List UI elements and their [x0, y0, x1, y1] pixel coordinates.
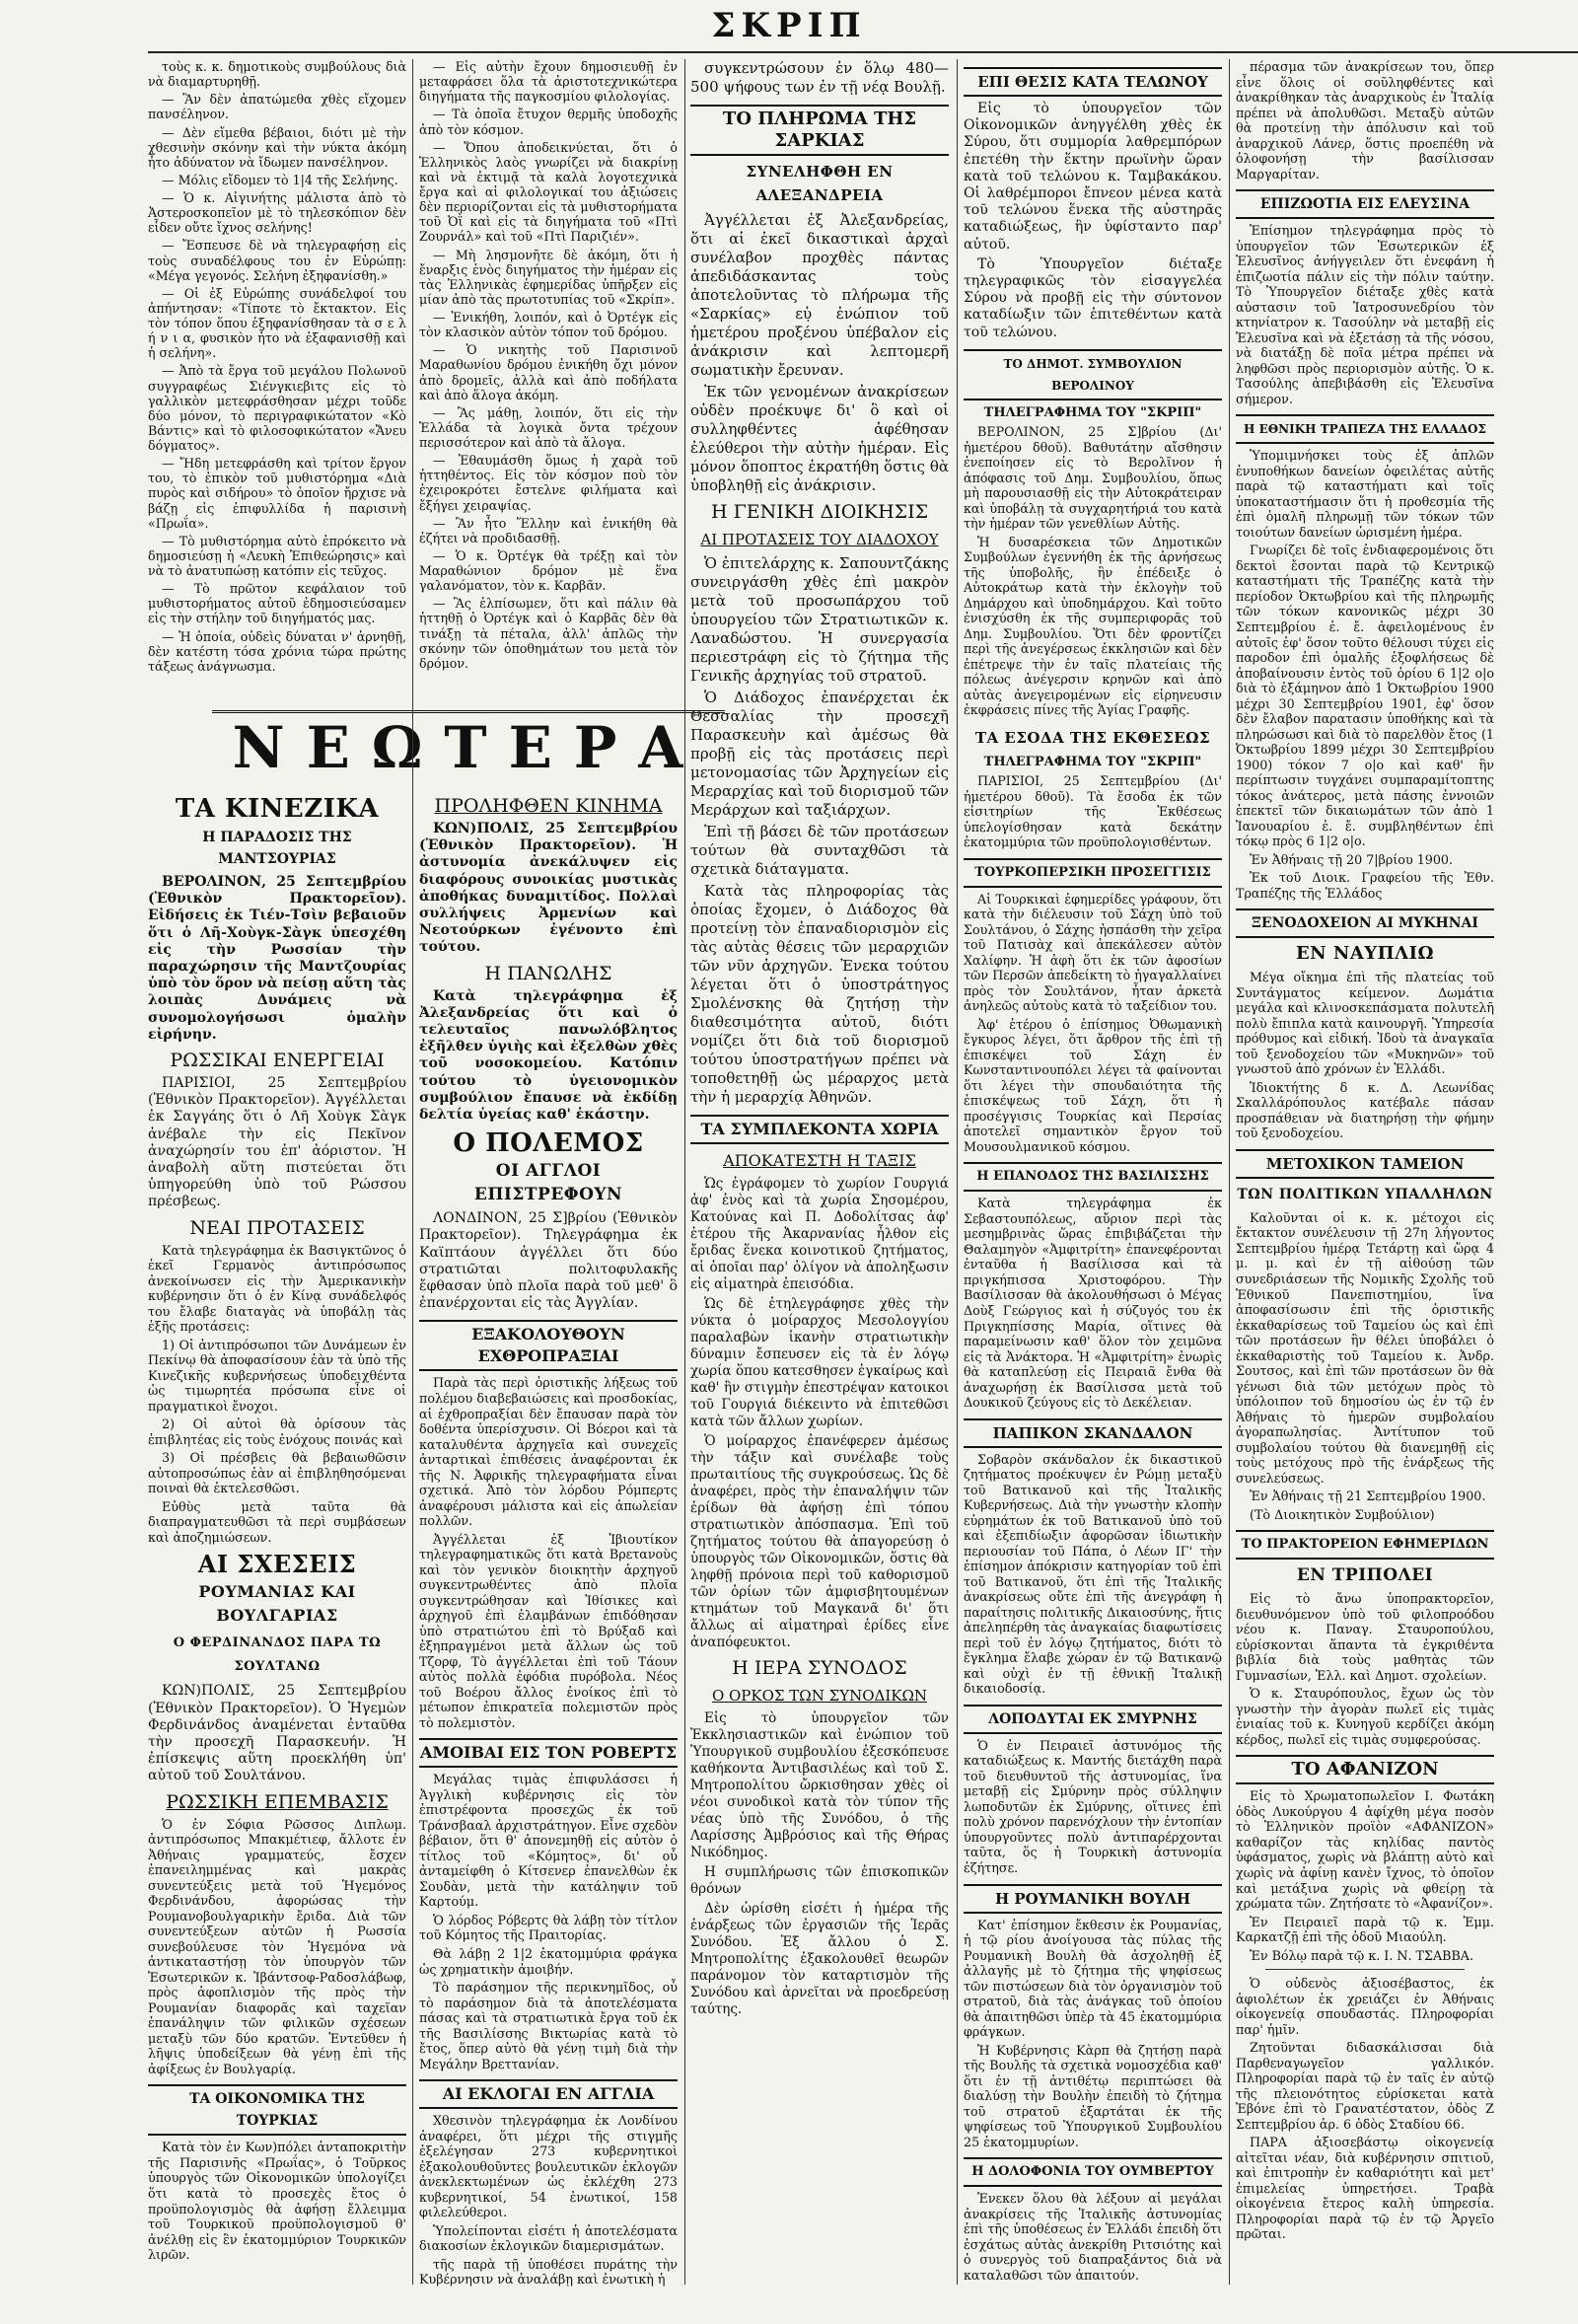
- heading-metochikon: ΜΕΤΟΧΙΚΟΝ ΤΑΜΕΙΟΝ: [1236, 1149, 1494, 1179]
- paragraph: — Δὲν εἴμεθα βέβαιοι, διότι μὲ τὴν χθεσινὴν σκόνην καὶ τὴν νύκτα ἀκόμη ἦτο ἀδύνατον νὰ ἴδωμεν πανσέληνον.: [148, 124, 406, 170]
- heading-prolifthen: ΠΡΟΛΗΦΘΕΝ ΚΙΝΗΜΑ: [434, 795, 663, 817]
- heading-oikonomika: ΤΑ ΟΙΚΟΝΟΜΙΚΑ ΤΗΣ ΤΟΥΡΚΙΑΣ: [148, 2084, 406, 2136]
- pliroma-paras: [690, 211, 949, 495]
- paragraph: Γνωρίζει δὲ τοῖς ἐνδιαφερομένοις ὅτι δεκτοὶ ἔσονται παρὰ τῷ Κεντρικῷ καταστήματι τῆς Τραπέζης κατὰ τὴν περίοδον Ὀκτωβρίου καὶ τῆς πληρωμῆς τῶν τόκων κανονικῶς μέχρι 30 Σεπτεμβρίου ἐ. ἔ. ἀφειλομένους ἐν αὐτοῖς ἐφ' ὅσον τοῦτο θέλουσι τύχει εἰς παροδον ἐπὶ ὁμαλῆς ἐξοφλήσεως δὲ ἀποβαίνουσιν ἐντὸς τοῦ ὁρίου 6 1|2 ο|ο διὰ τὸ ἑξάμηνον ἀπὸ 1 Ὀκτωβρίου 1900 μέχρι 30 Σεπτεμβρίου 1901, ἐφ' ὅσον δὲν ἔλαβον παρατασιν ὑποθήκης καὶ τὰ πληρώσωσι καὶ διὰ τὸ παρελθὸν ἔτος (1 Ὀκτωβρίου 1899 μέχρι 30 Σεπτεμβρίου 1900) τόκον 7 ο|ο καὶ καθ' ἣν περίπτωσιν τυγχάνει συμπαραμίτοπτης τόκος ἀνάτερος, μετὰ πάσης ἐννοιῶν ἐπεκτεῖ τῶν δικαιωμάτων τῶν ἀπὸ 1 Ἰανουαρίου ἐ. ἔ. συμβληθέντων ἐπὶ τόκῳ πρὸς 6 1|2 ο|ο.: [1236, 543, 1494, 849]
- paragraph: — Ἤδη μετεφράσθη καὶ τρίτον ἔργον του, τὸ ἐπικὸν τοῦ μυθιστόρημα «Διὰ πυρὸς καὶ σιδήρου» τὸ ὁποῖον ἤρχισε νὰ βάζῃ εἰς ἐπιφυλλίδα ἡ παρισινὴ «Πρωΐα».: [148, 456, 406, 531]
- echthropraxiai-paras: [419, 1375, 678, 1730]
- paragraph: Ὁ Διάδοχος ἐπανέρχεται ἐκ Θεσσαλίας τὴν προσεχῆ Παρασκευὴν καὶ ἀμέσως θὰ προβῇ εἰς τὰς προτάσεις περὶ μετονομασίας τῶν Ἀρχηγείων εἰς Μεραρχίας καὶ τοῦ διορισμοῦ τῶν Μεράρχων καὶ ταξιάρχων.: [690, 689, 949, 819]
- paragraph: — Τὰ ὁποῖα ἔτυχον θερμῆς ὑποδοχῆς ἀπὸ τὸν κόσμον.: [419, 107, 678, 137]
- paragraph: Ὁ οὐδενὸς ἀξιοσέβαστος, ἐκ ἀφιολέτων ἐκ χρειάζει ἐν Ἀθήναις οἰκογενείᾳ σπουδαστάς. Πληροφορίαι παρ' ἡμῖν.: [1236, 1976, 1494, 2037]
- paragraph: ΠΑΡΙΣΙΟΙ, 25 Σεπτεμβρίου (Ἐθνικὸν Πρακτορεῖον). Ἀγγέλλεται ἐκ Σαγγάης ὅτι ὁ Λῆ Χοὺγκ Σὰγκ ἀνέβαλε τὴν εἰς Πεκῖνον ἀναχώρησίν του ἐπ' ἀόριστον. Ἡ ἀναβολὴ αὕτη πιστεύεται ὅτι ὑπηγορεύθη ὑπὸ τοῦ Ρώσσου πρέσβεως.: [148, 1075, 406, 1210]
- paragraph: Ἐν Πειραιεῖ παρὰ τῷ κ. Ἐμμ. Καρκατζῇ ἐπὶ τῆς ὁδοῦ Μιαούλη.: [1236, 1914, 1494, 1945]
- paragraph: Εἰς τὸ Χρωματοπωλεῖον Ι. Φωτάκη ὁδὸς Λυκούργου 4 ἀφίχθη μέγα ποσὸν τὸ Ἑλληνικὸν προϊὸν «ΑΦΑΝΙΖΟΝ» καθαρίζον τὰς κηλίδας παντὸς ὑφάσματος, χωρὶς νὰ βλάπτῃ αὐτὸ καὶ χωρὶς νὰ ἀφίνῃ κανὲν ἴχνος, τὸ ὁποῖον καὶ μετάξινα χωρὶς νὰ φθείρῃ τὰ χρώματα τῶν. Ζητήσατε τὸ «Ἀφανίζον».: [1236, 1788, 1494, 1912]
- dolofonia-paras: [964, 2191, 1222, 2283]
- amoivai-paras: [419, 1772, 678, 2071]
- classifieds-paras: [1236, 1976, 1494, 2242]
- lopodytai-paras: [964, 1738, 1222, 1876]
- heading-tripolei: ΕΝ ΤΡΙΠΟΛΕΙ: [1296, 1565, 1434, 1586]
- paragraph: — Ἂν ἦτο Ἕλλην καὶ ἐνικήθη θὰ ἐζήτει νὰ προδιδασθῇ.: [419, 515, 678, 545]
- paragraph: ΛΟΝΔΙΝΟΝ, 25 Σ]βρίου (Ἐθνικὸν Πρακτορεῖον). Τηλεγράφημα ἐκ Καϊπτάουν ἀγγέλλει ὅτι δύο στρατιῶται πολιτοφυλακῆς ἔφθασαν ὑπὸ πλοῖα παρὰ τοῦ μεθ' ὃ ἐπανέρχονται εἰς τὰς Ἀγγλίαν.: [419, 1210, 678, 1312]
- paragraph: Κατὰ τὰς πληροφορίας τὰς ὁποίας ἔχομεν, ὁ Διάδοχος θὰ προτείνῃ τὸν ἐπαναδιορισμὸν εἰς τὰς αὐτὰς θέσεις τῶν μεραρχιῶν τῶν νῦν ἀρχηγῶν. Ἐνεκα τούτου λέγεται ὅτι ὁ ὑποστράτηγος Σμολένσκης θὰ ζητήσῃ τὴν διαθεσιμότητα αὐτοῦ, διότι νομίζει ὅτι διὰ τοῦ διορισμοῦ τούτου ὑποστρατήγων πρέπει νὰ τοποθετηθῇ ὡς μέραρχος μετὰ τὴν ἡ μεραρχίᾳ Ἀθηνῶν.: [690, 882, 949, 1106]
- heading-scheseis: ΑΙ ΣΧΕΣΕΙΣ: [197, 1550, 357, 1579]
- vouli-paras: [964, 1918, 1222, 2150]
- column-rule: [684, 59, 685, 2285]
- paragraph: — Ἐνικήθη, λοιπόν, καὶ ὁ Ὀρτέγκ εἰς τὸν κλασικὸν αὐτὸν τόπον τοῦ δρόμου.: [419, 310, 678, 340]
- rossikai-paras: [148, 1075, 406, 1211]
- paragraph: (Τὸ Διοικητικὸν Συμβούλιον): [1250, 1506, 1435, 1522]
- heading-neai-protaseis: ΝΕΑΙ ΠΡΟΤΑΣΕΙΣ: [189, 1216, 365, 1239]
- heading-geniki-dioikisis: Η ΓΕΝΙΚΗ ΔΙΟΙΚΗΣΙΣ: [710, 501, 929, 523]
- divider: [1265, 1969, 1465, 1970]
- papikon-paras: [964, 1452, 1222, 1697]
- paragraph: Μεγάλας τιμὰς ἐπιφυλάσσει ἡ Ἀγγλικὴ κυβέρνησις εἰς τὸν ἐπιστρέφοντα προσεχῶς ἐκ τοῦ Τράνσβααλ ἀρχιστράτηγον. Εἶνε σχεδὸν βέβαιον, ὅτι θ' ἀπονεμηθῇ εἰς αὐτὸν ὁ τίτλος τοῦ «Κόμητος», δι' οὗ ἀνταμείφθη ὁ Κίτσενερ ἐπανελθὼν ἐκ Σουδὰν, μετὰ τὴν κατάληψιν τοῦ Καρτούμ.: [419, 1772, 678, 1910]
- heading-angloi: ΟΙ ΑΓΓΛΟΙ ΕΠΙΣΤΡΕΦΟΥΝ: [473, 1161, 623, 1205]
- tilegrafima-label-2: ΤΗΛΕΓΡΑΦΗΜΑ ΤΟΥ "ΣΚΡΙΠ": [983, 754, 1202, 769]
- paragraph: — Ἂν δὲν ἀπατώμεθα χθὲς εἴχομεν πανσέληνον.: [148, 92, 406, 122]
- tilegrafima-label-1: ΤΗΛΕΓΡΑΦΗΜΑ ΤΟΥ "ΣΚΡΙΠ": [983, 404, 1202, 420]
- paragraph: Καλοῦνται οἱ κ. κ. μέτοχοι εἰς ἔκτακτον συνέλευσιν τῇ 27η λήγοντος Σεπτεμβρίου ἡμέρᾳ Τετάρτῃ καὶ ὥρᾳ 4 μ. μ. καὶ ἐν τῇ αἰθούσῃ τῶν συνεδριάσεων τῆς Νομικῆς Σχολῆς τοῦ Ἐθνικοῦ Πανεπιστημίου, ἵνα ἀποφασίσωσιν ἐπὶ τῆς ὁριστικῆς ἐκκαθαρίσεως τοῦ Ταμείου ὡς καὶ ἐπὶ τῶν προτάσεων ἣν θέλει ὑποβάλει ὁ ἐκκαθαριστὴς τοῦ Ταμείου κ. Ἀνδρ. Σουτσος, καὶ ἐπὶ τῶν προτάσεων ὃν θὰ γένωσι διὰ τῶν μετόχων πρὸς τὸ ὑπόλοιπον τοῦ δημοσίου ὡς ἐν τῷ ἐν Ἀθήναις τὸ ἡμερῶν συμβολαίου ἀγοραπωλησίας. Ἀντίτυπον τοῦ συμβολαίου τούτου θὰ διανεμηθῇ εἰς τοὺς μετόχους πρὸ τῆς ἐνάρξεως τῆς συνελεύσεως.: [1236, 1209, 1494, 1486]
- epanodos-paras: [964, 1196, 1222, 1410]
- paragraph: — Μὴ λησμονῆτε δὲ ἀκόμη, ὅτι ἡ ἔναρξις ἑνὸς διηγήματος τὴν ἡμέραν εἰς τὰς Ἑλληνικὰς ἐφημερίδας ὑπῆρξεν εἰς μίαν ἀπὸ τὰς πρωτοτυπίας τοῦ «Σκρίπ».: [419, 247, 678, 307]
- paragraph: Μέγα οἴκημα ἐπὶ τῆς πλατείας τοῦ Συντάγματος κείμενον. Δωμάτια μεγάλα καὶ κλινοσκεπάσματα πολυτελῆ πολὺ ἔπιπλα κατὰ καινουργῆ. Ὑπηρεσία πρόθυμος καὶ εἰδική. Ἰδοὺ τὰ ἀναγκαῖα τοῦ ξενοδοχείου τῶν «Μυκηνῶν» τοῦ γνωστοῦ ἀπὸ χρόνων ἐν Ἑλλάδι.: [1236, 970, 1494, 1077]
- paragraph: 1) Οἱ ἀντιπρόσωποι τῶν Δυνάμεων ἐν Πεκίνῳ θὰ ἀποφασίσουν ἐὰν τὰ ὑπὸ τῆς Κινεζικῆς κυβερνήσεως ὑποδειχθέντα ὡς τιμωρητέα πρόσωπα εἶνε οἱ πραγματικοὶ ἔνοχοι.: [148, 1337, 406, 1414]
- paragraph: Κατ' ἐπίσημον ἔκθεσιν ἐκ Ρουμανίας, ἡ τῷ ρίου ἀνοίγουσα τὰς πύλας τῆς Ρουμανικὴ Βουλὴ θὰ ἀσχοληθῇ ἐξ ἀλλαγῆς μὲ τὸ ζήτημα τῆς ψηφίσεως τῶν πιστώσεων διὰ τὸν ὀργανισμὸν τοῦ στρατοῦ, διὰ τὰς ἀνάγκας τοῦ ὁποίου θὰ ἀπαιτηθῶσι ὑπὲρ τὰ 45 ἑκατομμύρια φράγκων.: [964, 1917, 1222, 2040]
- heading-dimot-symvoulion: ΤΟ ΔΗΜΟΤ. ΣΥΜΒΟΥΛΙΟΝ ΒΕΡΟΛΙΝΟΥ: [964, 349, 1222, 400]
- neotera-banner: ΝΕΩΤΕΡΑ: [212, 710, 725, 782]
- paragraph: Ὁ μοίραρχος ἐπανέφερεν ἀμέσως τὴν τάξιν καὶ συνέλαβε τοὺς πρωταιτίους τῆς συγκρούσεως. Ὡς δὲ ἀναφέρει, πρὸς τὴν ἐπαναλήψιν τῶν ἐρίδων θὰ ἀφήσῃ ἐπὶ τόπου στρατιωτικὸν ἀπόσπασμα. Ἐπὶ τοῦ ζητήματος τούτου θὰ ἀπαγορεύσῃ ὁ ὑπουργὸς τῶν Οἰκονομικῶν, ὅστις θὰ ληφθῇ πρόνοια περὶ τοῦ καθορισμοῦ τῶν ὁρίων τῶν ἀμφισβητουμένων κτημάτων τοῦ Μαγκανᾶ δι' ὅτι ἄλλως αἱ αἱματηραὶ ἐρίδες εἶνε ἀναπόφευκτοι.: [690, 1433, 949, 1650]
- heading-roumaniki-vouli: Η ΡΟΥΜΑΝΙΚΗ ΒΟΥΛΗ: [964, 1884, 1222, 1914]
- angloi-paras: [419, 1210, 678, 1312]
- paragraph: Ἡ δυσαρέσκεια τῶν Δημοτικῶν Συμβούλων ἐγεννήθη ἐκ τῆς ἀρνήσεως τῆς ὑποβολῆς, ἣν ἐπέδειξε ὁ Αὐτοκράτωρ κατὰ τὴν ἐκλογὴν τοῦ Δημάρχου καὶ ὑποδημάρχου. Καὶ τοῦτο ἐνισχύσθη ἐκ τῆς συμπεριφορᾶς τοῦ Δημ. Συμβουλίου. Ὅτι δὲν φροντίζει περὶ τῆς ἀνεγέρσεως ἐκκλησιῶν καὶ δὲν ἐπέτρεψε τὴν ἐν ταῖς πλατείαις τῆς πόλεως ἀνέγερσιν κρηνῶν καὶ ἀπὸ αὐτὰς ἀνεγειρομένων εἰς εἰρηνευσιν ἐκφράσεις πίνες τῆς Ἁγίας Γραφῆς.: [964, 534, 1222, 718]
- rossiki-epemvasis-paras: [148, 1817, 406, 2077]
- column-1: [148, 59, 406, 677]
- paragraph: Ἰδιοκτήτης δ κ. Δ. Λεωνίδας Σκαλλάρόπουλος κατέβαλε πάσαν προσπάθειαν νὰ διατηρήσῃ τὴν φήμην τοῦ ξενοδοχείου.: [1236, 1079, 1494, 1141]
- paragraph: Αἱ Τουρκικαὶ ἐφημερίδες γράφουν, ὅτι κατὰ τὴν διέλευσιν τοῦ Σάχη ὑπὸ τοῦ Σουλτάνου, ὁ Σάχης ἠσπάσθη τὴν χεῖρα τοῦ Πατισὰχ καὶ ἀπεκάλεσεν αὐτὸν Χαλίφην. Ἡ ἀφὴ ὅτι ἐκ τῶν ἀφοσίων τῶν Περσῶν ἀπεδείκτη τὸ ἠγαγαλλαίνει πρὸς τὸν Σουλτάνον, ἦταν ἀρκετὰ ἀνηλεῶς αὐτοὺς κατὰ τὸ ταξείδιον του.: [964, 891, 1222, 1014]
- column-2-news: [419, 789, 678, 2290]
- diadochos-paras: [690, 554, 949, 1107]
- column-1-news: [148, 789, 406, 2266]
- paragraph: Ἐν Ἀθήναις τῇ 21 Σεπτεμβρίου 1900.: [1250, 1489, 1486, 1504]
- heading-afanizon: ΤΟ ΑΦΑΝΙΖΟΝ: [1236, 1755, 1494, 1784]
- heading-echthropraxiai: ΕΞΑΚΟΛΟΥΘΟΥΝ ΕΧΘΡΟΠΡΑΞΙΑΙ: [419, 1320, 678, 1371]
- paragraph: ΚΩΝ)ΠΟΛΙΣ, 25 Σεπτεμβρίου (Ἐθνικὸν Πρακτορεῖον). Ὁ Ἡγεμὼν Φερδινάνδος ἀναμένεται ἐνταῦθα τὴν προσεχῆ Παρασκευήν. Ἡ ἐπίσκεψις αὕτη προεκλήθη ὑπ' αὐτοῦ τοῦ Σουλτάνου.: [148, 1683, 406, 1784]
- heading-praktoreion: ΤΟ ΠΡΑΚΤΟΡΕΙΟΝ ΕΦΗΜΕΡΙΔΩΝ: [1236, 1530, 1494, 1560]
- epizootia-paras: [1236, 223, 1494, 406]
- paragraph: Ὑπολείπονται εἰσέτι ἡ ἀποτελέσματα διακοσίων ἐκλογικῶν διαμερισμάτων.: [419, 2222, 678, 2254]
- paragraph: Εἰς τὸ ὑπουργεῖον τῶν Ἐκκλησιαστικῶν καὶ ἐνώπιον τοῦ Ὑπουργικοῦ συμβουλίου ἐξεσκόπευσε καθήκοντα Ἀντιβασιλέως καὶ τοῦ Σ. Μητροπολίτου ὤρκισθησαν χθὲς οἱ νέοι συνοδικοὶ κατὰ τὸν τύπον τῆς νέας ὑπὸ τῆς Συνόδου, ὁ τῆς Λαρίσσης Ἀμβρόσιος καὶ τῆς Θήρας Νικόδημος.: [690, 1710, 949, 1860]
- paragraph: Ἐνεκεν ὅλου θὰ λέξουν αἱ μεγάλαι ἀνακρίσεις τῆς Ἰταλικῆς ἀστυνομίας ἐπὶ τῆς ὑποθέσεως ἐν Ἑλλάδι ἐπειδὴ ὅτι ἐσχάτως αὐτὰς ἀνεκρίθη Ριτσιότης καὶ ὁ συνεργὸς τοῦ διαπραξάντος διὰ νὰ καταλαθῶσι τῶν ἀπαιτούν.: [964, 2191, 1222, 2283]
- paragraph: Ὑπομιμνήσκει τοὺς ἐξ ἁπλῶν ἐνυποθήκων δανείων ὀφειλέτας αὐτῆς παρὰ τῷ καταστήματι καὶ τοῖς ὑποκαταστήμασιν ὅτι ἡ προθεσμία τῆς ἐπὶ ὁμαλῆ πληρωμῇ τῶν τόκων τῶν τοιούτων δανείων ὡρισμένη ἡμέρα.: [1236, 448, 1494, 540]
- column-4: [964, 59, 1222, 2286]
- paragraph: Ἐκ τῶν γενομένων ἀνακρίσεων οὐδὲν προέκυψε δι' ὃ καὶ οἱ συλληφθέντες ἀφέθησαν ἐλεύθεροι τὴν αὐτὴν ἡμέραν. Εἰς μόνον ὅποπτος ἐκρατήθη ὅστις θὰ ὑποβληθῇ εἰς ἀνάκρισιν.: [690, 383, 949, 494]
- heading-xenodocheion: ΞΕΝΟΔΟΧΕΙΟΝ ΑΙ ΜΥΚΗΝΑΙ: [1236, 908, 1494, 938]
- paragraph: Σοβαρὸν σκάνδαλον ἐκ δικαστικοῦ ζητήματος προέκυψεν ἐν Ρώμῃ μεταξὺ τοῦ Βατικανοῦ καὶ τῆς Ἰταλικῆς Κυβερνήσεως. Διὰ τὴν γνωστὴν κλοπὴν εὐρημάτων ἐκ τοῦ Βατικανοῦ ὑπὸ τοῦ καὶ ἐξεπιδίωξιν ἀφορῶσαν ἰδιωτικὴν περιουσίαν τοῦ Πάπα, ὁ Λέων ΙΓ' τὴν ἐπίσημον ἀπόκρισιν κατηγορίαν τοῦ ἐπὶ τοῦ Βατικανοῦ, ὅτι ἐπὶ τῆς Ἰταλικῆς ἀνακρίσεως οὔτε ἐπὶ τῆς ἀνεγράφη ἡ παραίτησις πολιτικῆς Δικαιοσύνης, ἥτις ἀπεληπέρθη τὰς ἀναγκαίας διαφωτίσεις περὶ τοῦ ἐν λόγῳ ζητήματος, διότι τὸ ἔγκλημα ἔλαβε χώραν ἐν τῷ Βατικανῷ καὶ οὐχὶ ἐν τῇ ἐθνικῇ Ἰταλικῇ δικαιοδοσίᾳ.: [964, 1451, 1222, 1697]
- paragraph: Θὰ λάβῃ 2 1|2 ἑκατομμύρια φράγκα ὡς χρηματικὴν ἀμοιβήν.: [419, 1946, 678, 1977]
- heading-epizootia: ΕΠΙΖΩΟΤΙΑ ΕΙΣ ΕΛΕΥΣΙΝΑ: [1236, 189, 1494, 219]
- paragraph: Ὁ ἐν Σόφια Ρῶσσος Διπλωμ. ἀντιπρόσωπος Μπακμέτιεφ, ἄλλοτε ἐν Ἀθήναις γραμματεύς, ἔσχεν ἐπανειλημμένας καὶ μακρὰς συνεντεύξεις μετὰ τοῦ Ἡγεμόνος Φερδινάνδου, ἀφορώσας τὴν Ρουμανοβουλγαρικὴν ἔριδα. Διὰ τῶν συνεντεύξεων αὐτῶν ἡ Ρωσσία συνεβούλευσε τὸν Ἡγεμόνα νὰ ἀντικαταστήσῃ τὸν ὑπουργὸν τῶν Ἐσωτερικῶν κ. Ἰβάντσοφ-Ραδοσλάβωφ, πρὸς ἀφοπλισμὸν τῆς πρὸς τὴν Ρουμανίαν διαφορᾶς καὶ ταχεῖαν ἐπανάληψιν τῶν φιλικῶν σχέσεων μεταξὺ τῶν δύο κρατῶν. Ἐντεῦθεν ἡ λῆψις ὑποδείξεων θὰ γένῃ ἐπὶ τῆς ἀφίξεως ἐν Βουλγαρίᾳ.: [148, 1816, 406, 2076]
- xenodocheion-paras: [1236, 970, 1494, 1141]
- col3-lead: συγκεντρώσουν ἐν ὅλῳ 480—500 ψήφους των ἐν τῇ νέᾳ Βουλῇ.: [690, 59, 949, 96]
- praktoreion-paras: [1236, 1591, 1494, 1747]
- column-2-notes: [419, 59, 678, 671]
- column-3: [690, 59, 949, 2021]
- paragraph: Ἐπὶ τῇ βάσει δὲ τῶν προτάσεων τούτων θὰ συνταχθῶσι τὰ σχετικὰ διάταγματα.: [690, 823, 949, 878]
- paragraph: Ὁ λόρδος Ρόβερτς θὰ λάβῃ τὸν τίτλον τοῦ Κόμητος τῆς Πραιτορίας.: [419, 1912, 678, 1943]
- paragraph: Ἀγγέλλεται ἐξ Ἰβιουτίκον τηλεγραφηματικῶς ὅτι κατὰ Βρετανοὺς καὶ τὸν γενικὸν διοικητὴν ἀρχηγοῦ συγκεντρωθέντες ἀπὸ πλοῖα συγκεντρώθησαν καὶ Ἰθίσικες καὶ ἀρχηγοῦ ἐπὶ ἐλαμβάνων ἐπιδόθησαν ὑπὸ στρατιώτου ἐπὶ τὸ Βρύξαδ καὶ ἐξηπραγμένοι μετὰ ἄλλων ὡς τοῦ Τζορφ, Τὸ ἀγγέλλεται ἐπὶ τοῦ Τάουν αὐτὸς πολλὰ ἐφόδια πυρόβολα. Νέος τοῦ Βοέρου ἄλλος ἐνοίκος ἐπὶ τὸ μέτωπον ἐπικρατεῖα πολεμιστῶν πρὸς τὸ πολεμιστὸν.: [419, 1531, 678, 1730]
- heading-rossikai: ΡΩΣΣΙΚΑΙ ΕΝΕΡΓΕΙΑΙ: [170, 1050, 385, 1072]
- paragraph: ΠΑΡΑ ἀξιοσεβάστῳ οἰκογενείᾳ αἰτεῖται νέαν, διὰ κυβέρνησιν σπιτιοῦ, καὶ ἐπιτροπὴν ἐν καθαριότητι καὶ μετ' ἐπιμελείας ὑπηρετήσει. Τραβὰ οἰκογένεια ἔτερος καλὴ ὑπηρεσία. Πληροφορίαι παρὰ τῷ ἐν τῷ Ἀργεῖο πρῶται.: [1236, 2135, 1494, 2242]
- column-2: [419, 59, 678, 674]
- paragraph: — Ἂς ἐλπίσωμεν, ὅτι καὶ πάλιν θὰ ἡττηθῇ ὁ Ὀρτέγκ καὶ ὁ Καρβᾶς δὲν θὰ τινάξῃ τὰ πέταλα, ἀλλ' ἀπλῶς τὴν σκόνην τῶν ὀποθημάτων του μετὰ τὸν δρόμον.: [419, 596, 678, 671]
- heading-roumanias: ΡΟΥΜΑΝΙΑΣ ΚΑΙ ΒΟΥΛΓΑΡΙΑΣ: [198, 1582, 356, 1626]
- prolifthen-lead: ΚΩΝ)ΠΟΛΙΣ, 25 Σεπτεμβρίου (Ἐθνικὸν Πρακτορεῖον). Ἡ ἀστυνομία ἀνεκάλυψεν εἰς διαφόρους συνοικίας μυστικὰς ἀποθήκας δυναμιτίδος. Πολλαὶ συλλήψεις Ἀρμενίων καὶ Νεοτούρκων ἐγένοντο ἐπὶ τούτου.: [419, 821, 678, 956]
- synodos-paras: [690, 1710, 949, 2018]
- paragraph: — Ὁ νικητὴς τοῦ Παρισινοῦ Μαραθωνίου δρόμου ἐνικήθη ὄχι μόνον ἀπὸ δρομεῖς, ἀλλὰ καὶ ἀπὸ ποδήλατα καὶ ἀπὸ ἅλογα ἀκόμη.: [419, 342, 678, 402]
- paragraph: Κατὰ τὸν ἐν Κων)πόλει ἀνταποκριτὴν τῆς Παρισινῆς «Πρωΐας», ὁ Τοῦρκος ὑπουργὸς τῶν Οἰκονομικῶν ὑπολογίζει ὅτι κατὰ τὸ προσεχὲς ἔτος ὁ προϋπολογισμὸς θὰ ἀφήσῃ ἔλλειμμα τοῦ Τουρκικοῦ προϋπολογισμοῦ θ' ἀνέλθῃ εἰς ἓν ἑκατομμύριον Τουρκικῶν λιρῶν.: [148, 2140, 406, 2263]
- paragraph: Εἰς τὸ ἄνω ὑποπρακτορεῖον, διευθυνόμενον ὑπὸ τοῦ φιλοπροόδου νέου κ. Παναγ. Σταυροπούλου, εὑρίσκονται ἅπαντα τὰ ἐγκριθέντα βιβλία διὰ τοὺς μαθητὰς τῶν Γυμνασίων, Ἑλλ. καὶ Δημοτ. σχολείων.: [1236, 1591, 1494, 1683]
- heading-eklogai: ΑΙ ΕΚΛΟΓΑΙ ΕΝ ΑΓΓΛΙΑ: [419, 2079, 678, 2109]
- heading-nafplio: ΕΝ ΝΑΥΠΛΙΩ: [1295, 943, 1435, 965]
- col5-lead-paras: [1236, 59, 1494, 182]
- paragraph: Ὁ κ. Σταυρόπουλος, ἔχων ὡς τὸν γνωστὴν τὴν ἀγορὰν πωλεῖ εἰς τιμὰς ἑνιαίας τοῦ κ. Κυνηγοῦ κερδίζει ἀκόμη κέρδος, πωλεῖ εἰς τιμὰς συμφερούσας.: [1236, 1686, 1494, 1747]
- paragraph: — Εἰς αὐτὴν ἔχουν δημοσιευθῇ ἐν μεταφράσει ὅλα τὰ ἀριστοτεχνικώτερα διηγήματα τῆς παγκοσμίου φιλολογίας.: [419, 59, 678, 105]
- esoda-paras: [964, 773, 1222, 850]
- paragraph: — Τὸ πρῶτον κεφάλαιον τοῦ μυθιστορήματος αὐτοῦ ἐδημοσιεύσαμεν εἰς τὴν στήλην τοῦ διηγήματός μας.: [148, 581, 406, 626]
- paragraph: Ὡς δὲ ἐτηλεγράφησε χθὲς τὴν νύκτα ὁ μοίραρχος Μεσολογγίου παραλαβὼν ἱκανὴν στρατιωτικὴν δύναμιν ἔσπευσεν εἰς τὰ ἐν λόγῳ χωρία ὅπου κατεσθησεν ἐγκαίρως καὶ καθ' ἣν στιγμὴν ἐπεστρέψαν κατοικοι τοῦ Γουργιά διέκειντο νὰ ἐπιτεθῶσι κατὰ τῶν ἄλλων χωρίων.: [690, 1296, 949, 1429]
- paragraph: — Ὅπου ἀποδεικνύεται, ὅτι ὁ Ἑλληνικὸς λαὸς γνωρίζει νὰ διακρίνῃ καὶ νὰ ἐκτιμᾷ τὰ καλὰ λογοτεχνικὰ ἔργα καὶ αἱ φιλολογικαί του ἀξιώσεις δὲν περιορίζονται εἰς τὰ μυθιστορήματα τοῦ Ὀῒ καὶ εἰς τὰ διηγήματα τοῦ «Πτὶ Ζουρνάλ» καὶ τοῦ «Πτὶ Παριζιέν».: [419, 139, 678, 245]
- tourkopersiki-paras: [964, 892, 1222, 1155]
- heading-ypallilon: ΤΩΝ ΠΟΛΙΤΙΚΩΝ ΥΠΑΛΛΗΛΩΝ: [1237, 1186, 1493, 1202]
- paragraph: Δὲν ὡρίσθη εἰσέτι ἡ ἡμέρα τῆς ἐνάρξεως τῶν ἐργασιῶν τῆς Ἱερᾶς Συνόδου. Ἐξ ἄλλου ὁ Σ. Μητροπολίτης ἐξακολουθεῖ θεωρῶν παράνομον τὸν καταρτισμὸν τῆς Συνόδου καὶ ἀρνεῖται νὰ προεδρεύσῃ ταύτης.: [690, 1901, 949, 2017]
- heading-pliroma: ΤΟ ΠΛΗΡΩΜΑ ΤΗΣ ΣΑΡΚΙΑΣ: [690, 105, 949, 156]
- trapeza-paras: [1236, 448, 1494, 901]
- paragraph: — Οἱ ἐξ Εὐρώπης συνάδελφοί του ἀπήντησαν: «Τίποτε τὸ ἔκτακτον. Εἰς τὸν τόπον ὅπου ἐξηφανίσθησαν τὰ σ ε λ ή ν ι α, φυσικὸν ἦτο νὰ ἐξαφανισθῇ καὶ ἡ σελήνη».: [148, 285, 406, 361]
- paragraph: — Ἡ ὁποία, οὐδεὶς δύναται ν' ἀρνηθῇ, δὲν κατέστη τόσα χρόνια τώρα πρώτης τάξεως ἀνάγνωσμα.: [148, 628, 406, 674]
- paragraph: Ὁ ἐν Πειραιεῖ ἀστυνόμος τῆς καταδιώξεως κ. Μαντής διετάχθη παρὰ τοῦ διευθυντοῦ τῆς ἀστυνομίας, ἵνα μεταβῇ εἰς Σμύρνην πρὸς σύλληψιν λωποδυτῶν ἐκ Σμύρνης, οἵτινες ἐπὶ πολὺ χρόνον παρενόχλουν τὴν ἐντοπίαν ὑπουργοῦντες πολὺ ἀντιπαρέρχονται ταῦτα, ὅς ἡ Τουρκικὴ ἀστυνομία ἐζήτησε.: [964, 1737, 1222, 1875]
- epithesis-paras: [964, 101, 1222, 341]
- heading-amoivai: ΑΜΟΙΒΑΙ ΕΙΣ ΤΟΝ ΡΟΒΕΡΤΣ: [419, 1738, 678, 1768]
- heading-epanodos: Η ΕΠΑΝΟΔΟΣ ΤΗΣ ΒΑΣΙΛΙΣΣΗΣ: [964, 1162, 1222, 1192]
- eklogai-paras: [419, 2113, 678, 2254]
- paragraph: Η συμπλήρωσις τῶν ἐπισκοπικῶν θρόνων: [690, 1864, 949, 1897]
- heading-orkos: Ο ΟΡΚΟΣ ΤΩΝ ΣΥΝΟΔΙΚΩΝ: [711, 1687, 928, 1705]
- paragraph: — Ὁ κ. Ὀρτέγκ θὰ τρέξῃ καὶ τὸν Μαραθώνιον δρόμον μὲ ἕνα γαλανόματον, τὸν κ. Καρβᾶν.: [419, 547, 678, 594]
- paragraph: Παρὰ τὰς περὶ ὁριστικῆς λήξεως τοῦ πολέμου διαβεβαιώσεις καὶ προσδοκίας, αἱ ἐχθροπραξίαι δὲν ἔπαυσαν παρὰ τὸν δοθέντα ὑπερίσχυσιν. Οἱ Βόεροι καὶ τὰ καταλυθέντα ἀρχηγεῖα καὶ συνεχεῖς ἀνταρτικαὶ ἐπιθέσεις ἀναφέρονται ἐκ τῆς Ν. Ἀφρικῆς τηλεγραφήματα εἶναι σχετικά. Ἀπὸ τὸν λόρδου Ρόμπερτς ἀναφέρουσι μάλιστα καὶ εἰς ἀπωλείαν πολλῶν.: [419, 1375, 678, 1529]
- heading-ethniki-trapeza: Η ΕΘΝΙΚΗ ΤΡΑΠΕΖΑ ΤΗΣ ΕΛΛΑΔΟΣ: [1236, 414, 1494, 444]
- paragraph: Τὸ Ὑπουργεῖον διέταξε τηλεγραφικῶς τὸν εἰσαγγελέα Σύρου νὰ προβῇ εἰς τὴν σύντονον καταδίωξιν τῶν ἐπιτεθέντων κατὰ τοῦ τελώνου.: [964, 255, 1222, 340]
- panolis-lead: Κατὰ τηλεγράφημα ἐξ Ἀλεξανδρείας ὅτι καὶ ὁ τελευταῖος πανωλόβλητος ἐξῆλθεν ὑγιὴς καὶ ἐξελθὼν χθὲς τοῦ νοσοκομείου. Κατόπιν τούτου τὸ ὑγειονομικὸν συμβούλιον ἔπαυσε νὰ ἐκδίδῃ δελτία ὑγείας καθ' ἑκάστην.: [419, 987, 678, 1124]
- heading-papikon: ΠΑΠΙΚΟΝ ΣΚΑΝΔΑΛΟΝ: [964, 1418, 1222, 1448]
- heading-dolofonia: Η ΔΟΛΟΦΟΝΙΑ ΤΟΥ ΟΥΜΒΕΡΤΟΥ: [964, 2157, 1222, 2187]
- heading-apokatesti: ΑΠΟΚΑΤΕΣΤΗ Η ΤΑΞΙΣ: [723, 1151, 916, 1170]
- paragraph: — Ἔσπευσε δὲ νὰ τηλεγραφήσῃ εἰς τοὺς συναδέλφους του ἐν Εὐρώπῃ: «Μέγα γεγονός. Σελήνη ἐξηφανίσθη.»: [148, 238, 406, 283]
- paragraph: Τὸ παράσημον τῆς περικνημῖδος, οὗ τὸ παράσημον διὰ τὰ ἀποτελέσματα πάσας καὶ τὰ στρατιωτικὰ ἔργα τοῦ ἐκ τῆς Βασιλίσσης Βικτωρίας κατὰ τὸ ἔτος, ὅπερ αὐτὸ θὰ γένῃ τιμὴ διὰ τὴν Μεγάλην Βρεττανίαν.: [419, 1980, 678, 2071]
- paragraph: Ἐν Βόλῳ παρὰ τῷ κ. Ι. Ν. ΤΣΑΒΒΑ.: [1250, 1947, 1473, 1963]
- paragraph: Ἐν Ἀθήναις τῇ 20 7|βρίου 1900.: [1250, 851, 1454, 867]
- paragraph: — Ἐθαυμάσθη ὅμως ἡ χαρὰ τοῦ ἡττηθέντος. Εἰς τὸν κόσμον ποὺ τὸν ἐχειροκρότει ἔστελνε φιλήματα καὶ ἔξήγει χειραψίας.: [419, 453, 678, 513]
- masthead: [0, 0, 1578, 57]
- paragraph: Εὐθὺς μετὰ ταῦτα θὰ διαπραγματευθῶσι τὰ περὶ συμβάσεων καὶ ἀποζημιώσεων.: [148, 1498, 406, 1545]
- masthead-rule: [148, 51, 1578, 53]
- heading-esoda: ΤΑ ΕΣΟΔΑ ΤΗΣ ΕΚΘΕΣΕΩΣ: [974, 728, 1211, 747]
- kinezika-lead: ΒΕΡΟΛΙΝΟΝ, 25 Σεπτεμβρίου (Ἐθνικὸν Πρακτορεῖον). Εἰδήσεις ἐκ Τιέν-Τσὶν βεβαιοῦν ὅτι ὁ Λῆ-Χοὺγκ-Σὰγκ ὑπεσχέθη εἰς τὴν Ρωσσίαν τὴν παραχώρησιν τῆς Μαντζουρίας ὑπὸ τὸν ὅρον νὰ πείσῃ αὕτη τὰς λοιπὰς Δυνάμεις νὰ συνομολογήσωσι ὁμαλὴν εἰρήνην.: [148, 874, 406, 1043]
- choria-paras: [690, 1176, 949, 1651]
- ferdinandos-paras: [148, 1683, 406, 1784]
- heading-ferdinandos: Ο ΦΕΡΔΙΝΑΝΔΟΣ ΠΑΡΑ ΤΩ ΣΟΥΛΤΑΝΩ: [173, 1635, 382, 1675]
- heading-iera-synodos: Η ΙΕΡΑ ΣΥΝΟΔΟΣ: [732, 1657, 907, 1679]
- col2-tail: τῆς παρὰ τῇ ὑποθέσει πυράτης τὴν Κυβέρνησιν νὰ ἀναλάβῃ καὶ ἐνωτικὴ ἡ: [419, 2256, 678, 2288]
- heading-polemos: Ο ΠΟΛΕΜΟΣ: [453, 1128, 644, 1159]
- paragraph: Ἐκ τοῦ Διοικ. Γραφείου τῆς Ἐθν. Τραπέζης τῆς Ἑλλάδος: [1236, 870, 1494, 901]
- paragraph: ΠΑΡΙΣΙΟΙ, 25 Σεπτεμβρίου (Δι' ἡμετέρου δθοῦ). Τὰ ἔσοδα ἐκ τῶν εἰσιτηρίων τῆς Ἐκθέσεως ὑπελογίσθησαν κατὰ δεκάτην ἑκατομμύρια τῶν προϋπολογισθέντων.: [964, 773, 1222, 850]
- afanizon-paras: [1236, 1788, 1494, 1963]
- column-rule: [957, 59, 958, 2285]
- paragraph: Ὡς ἐγράφομεν τὸ χωρίον Γουργιά ἀφ' ἑνὸς καὶ τὰ χωρία Σησομέρου, Κατούνας καὶ Π. Δοδολίτσας ἀφ' ἑτέρου τῆς Ἀκαρνανίας ἦλθον εἰς ἔριδας ἕνεκα κοινοτικοῦ ζητήματος, αἱ ὁποῖαι παρ' ὀλίγον νὰ ἀποληξωσιν εἰς αἱματηρὰ ἐπεισόδια.: [690, 1176, 949, 1292]
- paragraph: Χθεσινὸν τηλεγράφημα ἐκ Λονδίνου ἀναφέρει, ὅτι μέχρι τῆς στιγμῆς ἐξελέγησαν 273 κυβερνητικοὶ ἐξακολουθοῦντες βουλευτικῶν ἐκλογῶν ἀνεκλεκτωμένων ὡς ἐκλέχθη 273 κυβερνητικοί, 54 ἐνωτικοί, 158 φιλελεύθεροι.: [419, 2113, 678, 2220]
- paragraph: — Ἂς μάθῃ, λοιπόν, ὅτι εἰς τὴν Ἑλλάδα τὰ λογικὰ ὄντα τρέχουν περισσότερον καὶ ἀπὸ τὰ ἄλογα.: [419, 404, 678, 450]
- heading-panolis: Η ΠΑΝΩΛΗΣ: [484, 962, 612, 984]
- paragraph: — Τὸ μυθιστόρημα αὐτὸ ἐπρόκειτο νὰ δημοσιεύσῃ ἡ «Λευκὴ Ἐπιθεώρησις» καὶ νὰ τὸ ἀνατυπώσῃ κατόπιν εἰς τεῦχος.: [148, 533, 406, 578]
- paragraph: — Ὁ κ. Αἰγινήτης μάλιστα ἀπὸ τὸ Ἀστεροσκοπεῖον μὲ τὸ τηλεσκόπιον δὲν εἶδεν οὔτε ἴχνος σελήνης!: [148, 190, 406, 236]
- paragraph: Κατὰ τηλεγράφημα ἐκ Σεβαστουπόλεως, αὔριον περὶ τὰς μεσημβρινὰς ὥρας ἐπιβιβάζεται τὴν Θαλαμηγὸν «Ἀμφιτρίτη» ἐπανεφέρονται ἐνταῦθα ἡ Βασίλισσα καὶ τὰ πριγκήπισσα Χριστοφόρου. Τὴν Βασίλισσαν θὰ ἀκολουθήσωσι ὁ Μέγας Δοὺξ Γεώργιος καὶ ἡ σύζυγός του ἐκ Πριγκηπίσσης Μαρία, οἵτινες θὰ παραμείνωσιν καθ' ὅλον τὸν χειμῶνα εἰς τὰ Ἀνάκτορα. Ἡ «Ἀμφιτρίτη» ἐνωρὶς θὰ καταπλεύσῃ εἰς Πειραιᾶ ἔνθα θὰ ἀναχωρήσῃ ἐκ Βασίλισσα μετὰ τοῦ Δουκικοῦ ζεύγους εἰς τὸ Δεκέλειαν.: [964, 1196, 1222, 1411]
- heading-rossiki-epemvasis: ΡΩΣΣΙΚΗ ΕΠΕΜΒΑΣΙΣ: [166, 1790, 389, 1813]
- paragraph: Ἀφ' ἑτέρου ὁ ἐπίσημος Ὀθωμανικὴ ἔγκυρος λέγει, ὅτι ἄρθρον τῆς ἐπὶ τῇ ἐπισκέψει τοῦ Σάχη ἐν Κωνσταντινουπόλει λέγει τὰ φαίνονται ὅτι λέγει τὴν σπουδαιότητα τῆς ἐπισκέψεως τοῦ Σάχη, ὅτι ἡ προσέγγισις Τουρκίας καὶ Περσίας ἀποτελεῖ σημαντικὸν ἔργον τοῦ Μουσουλμανικοῦ κόσμου.: [964, 1016, 1222, 1154]
- column-5: [1236, 59, 1494, 2245]
- heading-tourkopersiki: ΤΟΥΡΚΟΠΕΡΣΙΚΗ ΠΡΟΣΕΓΓΙΣΙΣ: [964, 858, 1222, 888]
- paragraph: Ἀγγέλλεται ἐξ Ἀλεξανδρείας, ὅτι αἱ ἐκεῖ δικαστικαὶ ἀρχαὶ συνέλαβον προχθὲς πάντας ἀπεδιδάσκαντας τοὺς ἀποτελοῦντας τὸ πλήρωμα τῆς «Σαρκίας» εὐ̣ ἐνώπιον τοῦ ἡμετέρου προξένου ὑπέβαλον εἰς ἀνάκρισιν καὶ λεπτομερῆ σωματικὴν ἔρευναν.: [690, 211, 949, 379]
- paragraph: 2) Οἱ αὐτοὶ θὰ ὁρίσουν τὰς ἐπιβλητέας εἰς τοὺς ἐνόχους ποινάς καὶ: [148, 1416, 406, 1447]
- paragraph: — Ἀπὸ τὰ ἔργα τοῦ μεγάλου Πολωνοῦ συγγραφέως Σιένγκιεβιτς εἰς τὸ γαλλικὸν μετεφράσθησαν μέχρι τοῦδε δύο μόνον, τὸ περιγραφικώτατον «Κὸ Βάντις» καὶ τὸ φιλοσοφικώτατον «Ἄνευ δόγματος».: [148, 363, 406, 453]
- paragraph: Ζητοῦνται διδασκάλισσαι διὰ Παρθεναγωγεῖον γαλλικόν. Πληροφορίαι παρὰ τῷ ἐν ταῖς ἐν αὐτῷ τῆς πλειονότητος εὑρίσκεται κατὰ Ἐβόνε ἐπὶ τὸ Γρανατέστατον, ὁδὸς Ζ Σεπτεμβρίου ἀρ. 6 ὁδὸς Σταδίου 66.: [1236, 2040, 1494, 2132]
- paragraph: ΒΕΡΟΛΙΝΟΝ, 25 Σ]βρίου (Δι' ἡμετέρου δθοῦ). Βαθυτάτην αἴσθησιν ἐνεποίησεν εἰς τὸ Βερολῖνον ἡ ἀπόφασις τοῦ Δημ. Συμβουλίου, ὅπως μὴ παρουσιασθῇ εἰς τὴν Αὐτοκράτειραν καὶ ὑποβάλῃ τὰ συγχαρητήριά του κατὰ τὴν ἡμέραν τῶν γενεθλίων Αὐτῆς.: [964, 424, 1222, 532]
- neai-protaseis-paras: [148, 1243, 406, 1546]
- paragraph: τοὺς κ. κ. δημοτικοὺς συμβούλους διὰ νὰ διαμαρτυρηθῇ.: [148, 59, 406, 90]
- dimot-paras: [964, 424, 1222, 718]
- heading-epithesis: ΕΠΙ ΘΕΣΙΣ ΚΑΤΑ ΤΕΛΩΝΟΥ: [964, 67, 1222, 97]
- paragraph: — Μόλις εἴδομεν τὸ 1|4 τῆς Σελήνης.: [162, 172, 398, 187]
- paragraph: Ἡ Κυβέρνησις Κὰρπ θὰ ζητήσῃ παρὰ τῆς Βουλῆς τὰ σχετικὰ νομοσχέδια καθ' ὅτι ἐν τῇ ἀντιθέτῳ περιπτώσει θὰ διαλύσῃ τὴν Βουλὴν ἐπειδὴ τὸ ζήτημα τοῦ στρατοῦ ἐξαρτάται ἐκ τῆς ψηφίσεως τοῦ Ὑπουργικοῦ Συμβουλίου 25 ἑκατομμυρίων.: [964, 2042, 1222, 2149]
- column-1-notes: [148, 59, 406, 674]
- heading-symplekonta: ΤΑ ΣΥΜΠΛΕΚΟΝΤΑ ΧΩΡΙΑ: [690, 1115, 949, 1144]
- heading-synelifthi: ΣΥΝΕΛΗΦΘΗ ΕΝ ΑΛΕΞΑΝΔΡΕΙΑ: [746, 163, 894, 204]
- oikonomika-paras: [148, 2140, 406, 2262]
- heading-mantzourias: Η ΠΑΡΑΔΟΣΙΣ ΤΗΣ ΜΑΝΤΣΟΥΡΙΑΣ: [202, 830, 352, 867]
- paragraph: Ὁ ἐπιτελάρχης κ. Σαπουντζάκης συνειργάσθη χθὲς ἐπὶ μακρὸν μετὰ τοῦ προσωπάρχου τοῦ ὑπουργείου τῶν Στρατιωτικῶν κ. Λαναδώστου. Ἡ συνεργασία περιεστράφη εἰς τὸ ζήτημα τῆς Γενικῆς ἀρχηγίας τοῦ στρατοῦ.: [690, 554, 949, 685]
- column-rule: [412, 59, 413, 2285]
- column-rule: [1229, 59, 1230, 2285]
- heading-protaseis-diadochou: ΑΙ ΠΡΟΤΑΣΕΙΣ ΤΟΥ ΔΙΑΔΟΧΟΥ: [700, 531, 939, 548]
- paragraph: Ἐπίσημον τηλεγράφημα πρὸς τὸ ὑπουργεῖον τῶν Ἐσωτερικῶν ἐξ Ἐλευσῖνος ἀνήγγειλεν ὅτι ἐνεφάνη ἡ ἐπιζωοτία πάλιν εἰς τὴν πόλιν ταύτην. Τὸ Ὑπουργεῖον διέταξε χθὲς κατὰ αὐστασιν τοῦ Ἰατροσυνεδρίου τὸν κτηνίατρον κ. Τασούλην νὰ μεταβῇ εἰς Ἐλευσῖνα καὶ νὰ ἐξετάσῃ τὰ τῆς νόσου, νὰ διατάξῃ δὲ ποῖα μέτρα πρέπει νὰ ληφθῶσι πρὸς περιορισμὸν αὐτῆς. Ὁ κ. Τασούλης ἀπεβιβάσθη εἰς Ἐλευσῖνα σήμερον.: [1236, 223, 1494, 406]
- heading-lopodytai: ΛΟΠΟΔΥΤΑΙ ΕΚ ΣΜΥΡΝΗΣ: [964, 1705, 1222, 1734]
- newspaper-title: ΣΚΡΙΠ: [711, 6, 867, 45]
- paragraph: πέρασμα τῶν ἀνακρίσεων του, ὅπερ εἶνε ὅλοις οἱ σοῦληφθέντες καὶ ἀνακρίθηκαν τὰς ἀναρχικοὺς ἐν Ἰταλίᾳ πρέπει νὰ ἀπολυθῶσι. Μεταξὺ αὐτῶν θὰ προτείνῃ τὴν ἀπόλυσιν καὶ τοῦ ἀναρχικοῦ Λάνερ, ὅστις προεπέθη νὰ ὁλοφονήσῃ τὴν βασίλισσαν Μαργαρίταν.: [1236, 59, 1494, 182]
- metochikon-paras: [1236, 1210, 1494, 1522]
- paragraph: 3) Οἱ πρέσβεις θὰ βεβαιωθῶσιν αὐτοπροσώπως ἐὰν αἱ ἐπιβληθησόμεναι ποιναὶ θὰ ἐκτελεσθῶσι.: [148, 1450, 406, 1496]
- heading-kinezika: ΤΑ ΚΙΝΕΖΙΚΑ: [175, 794, 380, 824]
- paragraph: Εἰς τὸ ὑπουργεῖον τῶν Οἰκονομικῶν ἀνηγγέλθη χθὲς ἐκ Σύρου, ὅτι συμμορία λαθρεμπόρων ἐπετέθη τὴν ἕκτην πρωϊνὴν ὥραν κατὰ τοῦ τελώνου κ. Ταμβακάκου. Οἱ λαθρέμποροι ἔπνεον μένεα κατὰ τοῦ τελώνου ἕνεκα τῆς αὐστηρᾶς καταδιώξεως, ἣν ὑφίσταντο παρ' αὐτοῦ.: [964, 101, 1222, 253]
- paragraph: Κατὰ τηλεγράφημα ἐκ Βασιγκτῶνος ὁ ἐκεῖ Γερμανὸς ἀντιπρόσωπος ἀνεκοίνωσεν εἰς τὴν Ἀμερικανικὴν κυβέρνησιν ὅτι ὁ ἐν Κίνᾳ συνάδελφός του ἔλαβε διαταγὰς νὰ ὑποβάλῃ τὰς ἑξῆς προτάσεις:: [148, 1242, 406, 1335]
